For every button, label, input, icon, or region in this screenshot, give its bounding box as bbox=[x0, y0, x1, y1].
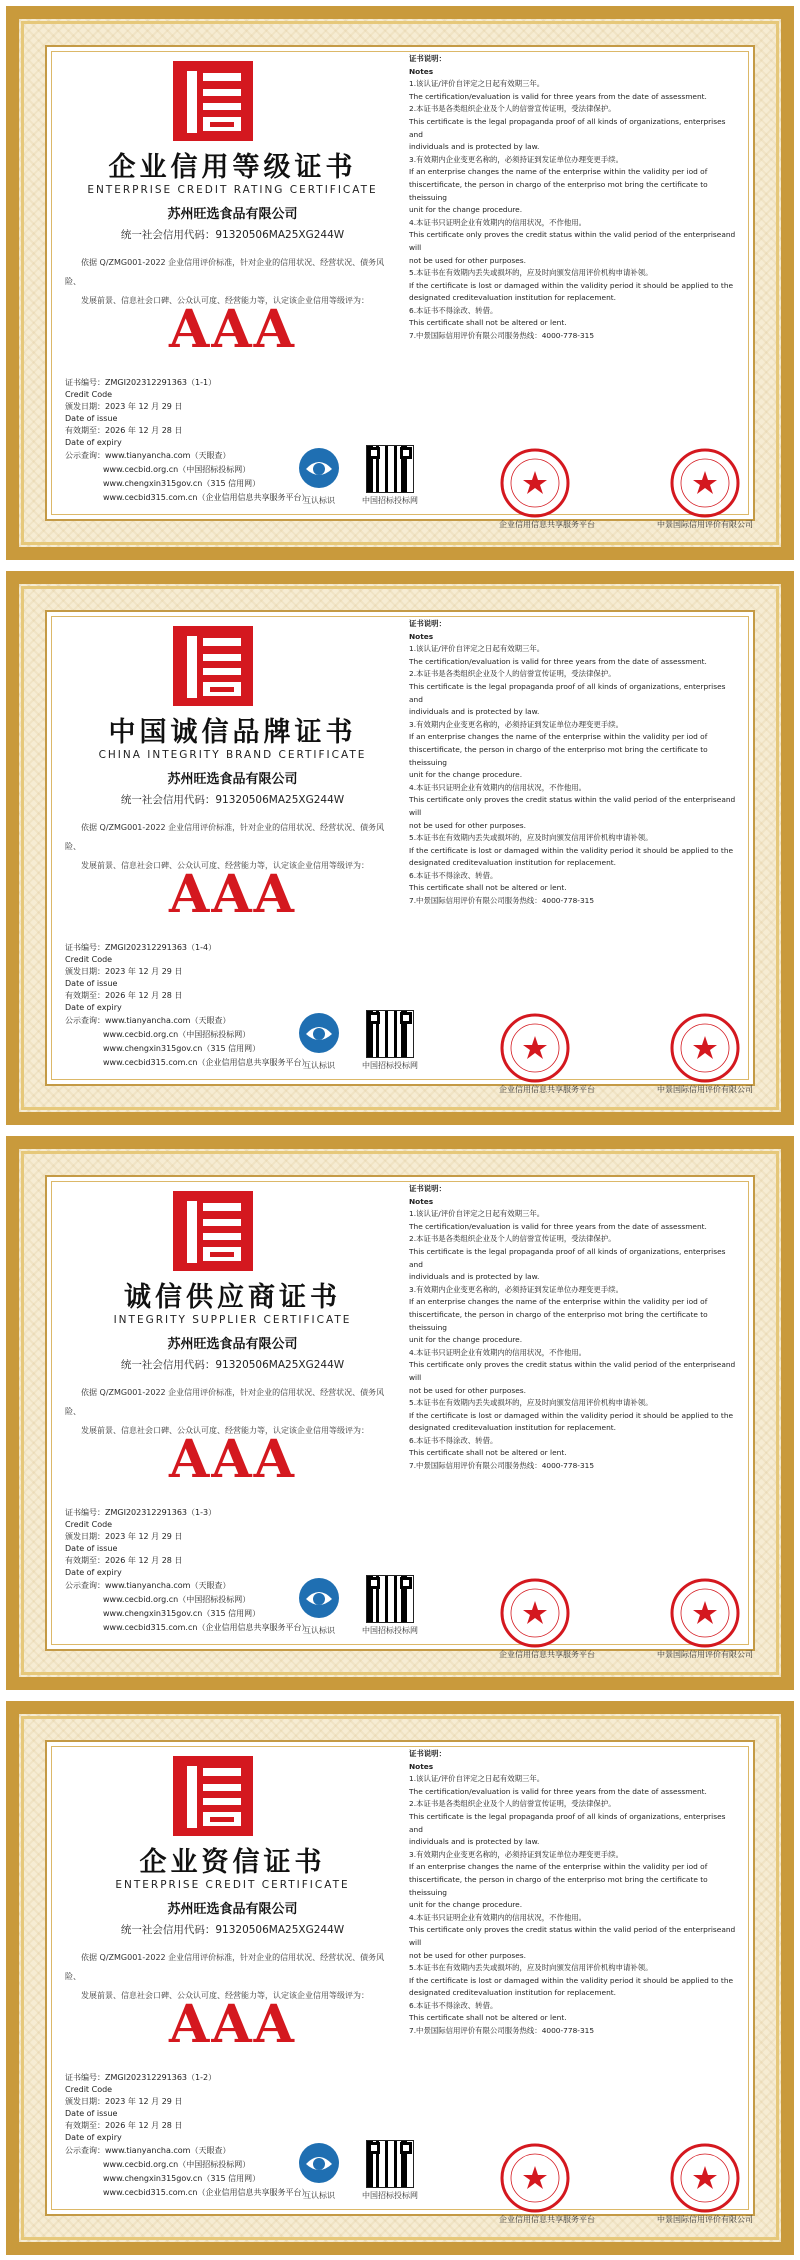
official-seal-icon bbox=[669, 1012, 741, 1084]
note-line: designated creditevaluation institution for replacement. bbox=[409, 1988, 617, 1998]
notes-heading-en: Notes bbox=[409, 1761, 434, 1771]
notes-heading-en: Notes bbox=[409, 1196, 434, 1206]
note-line: 2.本证书是各类组织企业及个人的信誉宣传证明，受法律保护。 bbox=[409, 1799, 616, 1809]
official-seal-icon bbox=[499, 1577, 571, 1649]
qr-code-block bbox=[355, 445, 425, 506]
company-name: 苏州旺选食品有限公司 bbox=[167, 772, 298, 787]
note-line: This certificate shall not be altered or lent. bbox=[409, 2013, 567, 2023]
qr-label: 中国招标投标网 bbox=[362, 496, 418, 505]
query-link[interactable]: www.chengxin315gov.cn（315 信用网） bbox=[103, 1044, 261, 1053]
certificate-meta bbox=[65, 377, 310, 505]
note-line: 5.本证书在有效期内丢失或损坏的，应及时向颁发信用评价机构申请补领。 bbox=[409, 1398, 653, 1408]
note-line: If an enterprise changes the name of the enterprise within the validity per iod of bbox=[409, 732, 708, 742]
qr-code-block bbox=[355, 2140, 425, 2201]
note-line: If an enterprise changes the name of the enterprise within the validity per iod of bbox=[409, 167, 708, 177]
query-link[interactable]: www.chengxin315gov.cn（315 信用网） bbox=[103, 479, 261, 488]
credit-grade: AAA bbox=[168, 864, 297, 925]
query-link[interactable]: www.cecbid.org.cn（中国招标投标网） bbox=[103, 1030, 251, 1039]
qr-code-block bbox=[355, 1575, 425, 1636]
query-link[interactable]: www.chengxin315gov.cn（315 信用网） bbox=[103, 1609, 261, 1618]
certificate-body bbox=[45, 45, 755, 529]
query-link[interactable]: www.chengxin315gov.cn（315 信用网） bbox=[103, 2174, 261, 2183]
issue-date: 颁发日期：2023 年 12 月 29 日 bbox=[65, 402, 183, 411]
official-seal-icon bbox=[499, 2142, 571, 2214]
expiry-date: 有效期至：2026 年 12 月 28 日 bbox=[65, 2121, 183, 2130]
credit-grade: AAA bbox=[168, 1429, 297, 1490]
credit-logo-icon bbox=[173, 626, 253, 706]
seal-left-label: 企业信用信息共享服务平台 bbox=[499, 1085, 595, 1094]
certificate-subtitle: ENTERPRISE CREDIT RATING CERTIFICATE bbox=[87, 184, 378, 196]
issue-date-en: Date of issue bbox=[65, 979, 118, 988]
query-link[interactable]: www.cecbid.org.cn（中国招标投标网） bbox=[103, 465, 251, 474]
notes-heading: 证书说明： bbox=[409, 619, 446, 628]
note-line: 4.本证书只证明企业有效期内的信用状况，不作他用。 bbox=[409, 1912, 587, 1922]
note-line: 3.有效期内企业变更名称的，必须持证到发证单位办理变更手续。 bbox=[409, 719, 623, 729]
tianyan-logo-icon bbox=[298, 1012, 340, 1054]
note-line: 6.本证书不得涂改、转借。 bbox=[409, 2000, 498, 2010]
notes-heading: 证书说明： bbox=[409, 54, 446, 63]
certificate-body bbox=[45, 610, 755, 1094]
query-link[interactable]: www.cecbid.org.cn（中国招标投标网） bbox=[103, 1595, 251, 1604]
note-line: unit for the change procedure. bbox=[409, 770, 523, 780]
note-line: If the certificate is lost or damaged within the validity period it should be applied to the bbox=[409, 280, 734, 290]
query-link[interactable]: www.cecbid.org.cn（中国招标投标网） bbox=[103, 2160, 251, 2169]
note-line: 7.中景国际信用评价有限公司服务热线：4000-778-315 bbox=[409, 896, 595, 906]
certificate-body bbox=[45, 1175, 755, 1659]
note-line: 6.本证书不得涂改、转借。 bbox=[409, 1435, 498, 1445]
expiry-date-en: Date of expiry bbox=[65, 1568, 122, 1577]
evaluation-line: 发展前景、信息社会口碑、公众认可度、经营能力等，认定该企业信用等级评为： bbox=[81, 1426, 369, 1435]
credit-logo-icon bbox=[173, 1191, 253, 1271]
official-seal-icon bbox=[669, 1577, 741, 1649]
query-link[interactable]: 公示查询：www.tianyancha.com（天眼查） bbox=[65, 1016, 231, 1025]
cert-number: 证书编号：ZMGI202312291363（1-2） bbox=[65, 2073, 217, 2082]
note-line: 5.本证书在有效期内丢失或损坏的，应及时向颁发信用评价机构申请补领。 bbox=[409, 1963, 653, 1973]
note-line: 3.有效期内企业变更名称的，必须持证到发证单位办理变更手续。 bbox=[409, 1849, 623, 1859]
note-line: This certificate only proves the credit status within the valid period of the enterpriseand will bbox=[409, 1925, 736, 1947]
certificate-subtitle: INTEGRITY SUPPLIER CERTIFICATE bbox=[113, 1314, 352, 1326]
query-link[interactable]: www.cecbid315.com.cn（企业信用信息共享服务平台） bbox=[103, 2188, 310, 2197]
note-line: 6.本证书不得涂改、转借。 bbox=[409, 305, 498, 315]
qr-label: 中国招标投标网 bbox=[362, 1061, 418, 1070]
note-line: If an enterprise changes the name of the enterprise within the validity per iod of bbox=[409, 1862, 708, 1872]
note-line: This certificate only proves the credit status within the valid period of the enterpriseand will bbox=[409, 1360, 736, 1382]
certificate-meta bbox=[65, 942, 310, 1070]
note-line: This certificate is the legal propaganda proof of all kinds of organizations, enterprises and bbox=[409, 1246, 726, 1269]
note-line: unit for the change procedure. bbox=[409, 1335, 523, 1345]
company-name: 苏州旺选食品有限公司 bbox=[167, 1337, 298, 1352]
note-line: This certificate shall not be altered or lent. bbox=[409, 883, 567, 893]
note-line: This certificate shall not be altered or lent. bbox=[409, 318, 567, 328]
query-link[interactable]: www.cecbid315.com.cn（企业信用信息共享服务平台） bbox=[103, 493, 310, 502]
note-line: 2.本证书是各类组织企业及个人的信誉宣传证明，受法律保护。 bbox=[409, 669, 616, 679]
unified-code: 统一社会信用代码：91320506MA25XG244W bbox=[120, 1924, 345, 1936]
expiry-date-en: Date of expiry bbox=[65, 1003, 122, 1012]
certificate-left-panel bbox=[65, 612, 418, 1084]
cert-code-en: Credit Code bbox=[65, 955, 113, 964]
certificate bbox=[6, 6, 794, 560]
credit-logo-icon bbox=[173, 61, 253, 141]
official-seal-icon bbox=[669, 447, 741, 519]
tianyan-logo-icon bbox=[298, 447, 340, 489]
official-seal-icon bbox=[669, 2142, 741, 2214]
notes-heading-en: Notes bbox=[409, 631, 434, 641]
note-line: not be used for other purposes. bbox=[409, 255, 526, 265]
issue-date-en: Date of issue bbox=[65, 1544, 118, 1553]
certificate-left-panel bbox=[65, 1742, 418, 2214]
qr-label: 中国招标投标网 bbox=[362, 1626, 418, 1635]
unified-code: 统一社会信用代码：91320506MA25XG244W bbox=[120, 229, 345, 241]
cert-code-en: Credit Code bbox=[65, 2085, 113, 2094]
note-line: designated creditevaluation institution for replacement. bbox=[409, 293, 617, 303]
note-line: 5.本证书在有效期内丢失或损坏的，应及时向颁发信用评价机构申请补领。 bbox=[409, 268, 653, 278]
note-line: 7.中景国际信用评价有限公司服务热线：4000-778-315 bbox=[409, 1461, 595, 1471]
evaluation-line: 依据 Q/ZMG001-2022 企业信用评价标准，针对企业的信用状况、经营状况、债务风险、 bbox=[65, 258, 385, 286]
note-line: This certificate shall not be altered or lent. bbox=[409, 1448, 567, 1458]
notes-heading: 证书说明： bbox=[409, 1184, 446, 1193]
note-line: This certificate is the legal propaganda proof of all kinds of organizations, enterprises and bbox=[409, 116, 726, 139]
note-line: unit for the change procedure. bbox=[409, 1900, 523, 1910]
qr-code-icon[interactable] bbox=[366, 445, 414, 493]
official-seal-icon bbox=[499, 1012, 571, 1084]
note-line: The certification/evaluation is valid for three years from the date of assessment. bbox=[409, 656, 707, 666]
notes-panel bbox=[409, 53, 737, 343]
evaluation-line: 发展前景、信息社会口碑、公众认可度、经营能力等，认定该企业信用等级评为： bbox=[81, 1991, 369, 2000]
note-line: 2.本证书是各类组织企业及个人的信誉宣传证明，受法律保护。 bbox=[409, 1234, 616, 1244]
notes-panel bbox=[409, 618, 737, 908]
certificate-left-panel bbox=[65, 47, 418, 519]
note-line: 5.本证书在有效期内丢失或损坏的，应及时向颁发信用评价机构申请补领。 bbox=[409, 833, 653, 843]
issue-date-en: Date of issue bbox=[65, 414, 118, 423]
query-link[interactable]: 公示查询：www.tianyancha.com（天眼查） bbox=[65, 1581, 231, 1590]
note-line: thiscertificate, the person in chargo of the enterpriso mot bring the certificate to theissuing bbox=[409, 744, 708, 767]
expiry-date-en: Date of expiry bbox=[65, 438, 122, 447]
tianyan-badge bbox=[291, 1012, 347, 1071]
note-line: 4.本证书只证明企业有效期内的信用状况，不作他用。 bbox=[409, 217, 587, 227]
note-line: 3.有效期内企业变更名称的，必须持证到发证单位办理变更手续。 bbox=[409, 1284, 623, 1294]
unified-code: 统一社会信用代码：91320506MA25XG244W bbox=[120, 1359, 345, 1371]
cert-number: 证书编号：ZMGI202312291363（1-3） bbox=[65, 1508, 217, 1517]
issue-date-en: Date of issue bbox=[65, 2109, 118, 2118]
seal-left-label: 企业信用信息共享服务平台 bbox=[499, 2215, 595, 2224]
query-link[interactable]: www.cecbid315.com.cn（企业信用信息共享服务平台） bbox=[103, 1058, 310, 1067]
note-line: If an enterprise changes the name of the enterprise within the validity per iod of bbox=[409, 1297, 708, 1307]
certificate-meta bbox=[65, 2072, 310, 2200]
note-line: designated creditevaluation institution for replacement. bbox=[409, 1423, 617, 1433]
note-line: 7.中景国际信用评价有限公司服务热线：4000-778-315 bbox=[409, 331, 595, 341]
note-line: individuals and is protected by law. bbox=[409, 1272, 540, 1282]
note-line: thiscertificate, the person in chargo of the enterpriso mot bring the certificate to theissuing bbox=[409, 1874, 708, 1897]
note-line: not be used for other purposes. bbox=[409, 820, 526, 830]
tianyan-label: 互认标识 bbox=[303, 2191, 335, 2200]
notes-panel bbox=[409, 1183, 737, 1473]
note-line: The certification/evaluation is valid for three years from the date of assessment. bbox=[409, 1221, 707, 1231]
certificate-meta bbox=[65, 1507, 310, 1635]
credit-logo-icon bbox=[173, 1756, 253, 1836]
qr-label: 中国招标投标网 bbox=[362, 2191, 418, 2200]
query-sites bbox=[65, 2144, 310, 2200]
note-line: If the certificate is lost or damaged within the validity period it should be applied to the bbox=[409, 845, 734, 855]
certificate-body bbox=[45, 1740, 755, 2224]
note-line: 1.该认证/评价自评定之日起有效期三年。 bbox=[409, 644, 545, 654]
company-name: 苏州旺选食品有限公司 bbox=[167, 207, 298, 222]
seal-right-label: 中景国际信用评价有限公司 bbox=[657, 520, 753, 529]
cert-code-en: Credit Code bbox=[65, 390, 113, 399]
tianyan-badge bbox=[291, 1577, 347, 1636]
expiry-date: 有效期至：2026 年 12 月 28 日 bbox=[65, 1556, 183, 1565]
certificate-title: 诚信供应商证书 bbox=[124, 1282, 341, 1313]
tianyan-logo-icon bbox=[298, 2142, 340, 2184]
expiry-date-en: Date of expiry bbox=[65, 2133, 122, 2142]
note-line: unit for the change procedure. bbox=[409, 205, 523, 215]
expiry-date: 有效期至：2026 年 12 月 28 日 bbox=[65, 426, 183, 435]
certificate-left-panel bbox=[65, 1177, 418, 1649]
note-line: This certificate only proves the credit status within the valid period of the enterpriseand will bbox=[409, 795, 736, 817]
query-sites bbox=[65, 1014, 310, 1070]
query-link[interactable]: www.cecbid315.com.cn（企业信用信息共享服务平台） bbox=[103, 1623, 310, 1632]
evaluation-line: 依据 Q/ZMG001-2022 企业信用评价标准，针对企业的信用状况、经营状况、债务风险、 bbox=[65, 1953, 385, 1981]
cert-code-en: Credit Code bbox=[65, 1520, 113, 1529]
note-line: not be used for other purposes. bbox=[409, 1385, 526, 1395]
note-line: individuals and is protected by law. bbox=[409, 142, 540, 152]
credit-grade: AAA bbox=[168, 1994, 297, 2055]
notes-heading: 证书说明： bbox=[409, 1749, 446, 1758]
tianyan-badge bbox=[291, 2142, 347, 2201]
query-link[interactable]: 公示查询：www.tianyancha.com（天眼查） bbox=[65, 2146, 231, 2155]
issue-date: 颁发日期：2023 年 12 月 29 日 bbox=[65, 2097, 183, 2106]
cert-number: 证书编号：ZMGI202312291363（1-4） bbox=[65, 943, 217, 952]
evaluation-line: 依据 Q/ZMG001-2022 企业信用评价标准，针对企业的信用状况、经营状况、债务风险、 bbox=[65, 1388, 385, 1416]
evaluation-line: 发展前景、信息社会口碑、公众认可度、经营能力等，认定该企业信用等级评为： bbox=[81, 296, 369, 305]
note-line: 7.中景国际信用评价有限公司服务热线：4000-778-315 bbox=[409, 2026, 595, 2036]
certificate bbox=[6, 1136, 794, 1690]
cert-number: 证书编号：ZMGI202312291363（1-1） bbox=[65, 378, 217, 387]
tianyan-label: 互认标识 bbox=[303, 1061, 335, 1070]
seal-right-label: 中景国际信用评价有限公司 bbox=[657, 1650, 753, 1659]
note-line: 6.本证书不得涂改、转借。 bbox=[409, 870, 498, 880]
note-line: 1.该认证/评价自评定之日起有效期三年。 bbox=[409, 1209, 545, 1219]
note-line: thiscertificate, the person in chargo of the enterpriso mot bring the certificate to theissuing bbox=[409, 179, 708, 202]
note-line: designated creditevaluation institution for replacement. bbox=[409, 858, 617, 868]
note-line: not be used for other purposes. bbox=[409, 1950, 526, 1960]
tianyan-logo-icon bbox=[298, 1577, 340, 1619]
qr-code-block bbox=[355, 1010, 425, 1071]
certificate bbox=[6, 1701, 794, 2255]
seal-right-label: 中景国际信用评价有限公司 bbox=[657, 1085, 753, 1094]
note-line: individuals and is protected by law. bbox=[409, 707, 540, 717]
certificate-title: 中国诚信品牌证书 bbox=[108, 717, 357, 748]
notes-panel bbox=[409, 1748, 737, 2038]
note-line: 2.本证书是各类组织企业及个人的信誉宣传证明，受法律保护。 bbox=[409, 104, 616, 114]
tianyan-label: 互认标识 bbox=[303, 1626, 335, 1635]
seal-left-label: 企业信用信息共享服务平台 bbox=[499, 1650, 595, 1659]
note-line: thiscertificate, the person in chargo of the enterpriso mot bring the certificate to theissuing bbox=[409, 1309, 708, 1332]
query-sites bbox=[65, 1579, 310, 1635]
query-link[interactable]: 公示查询：www.tianyancha.com（天眼查） bbox=[65, 451, 231, 460]
evaluation-line: 依据 Q/ZMG001-2022 企业信用评价标准，针对企业的信用状况、经营状况、债务风险、 bbox=[65, 823, 385, 851]
query-sites bbox=[65, 449, 310, 505]
expiry-date: 有效期至：2026 年 12 月 28 日 bbox=[65, 991, 183, 1000]
company-name: 苏州旺选食品有限公司 bbox=[167, 1902, 298, 1917]
issue-date: 颁发日期：2023 年 12 月 29 日 bbox=[65, 967, 183, 976]
notes-heading-en: Notes bbox=[409, 66, 434, 76]
note-line: 4.本证书只证明企业有效期内的信用状况，不作他用。 bbox=[409, 782, 587, 792]
qr-code-icon[interactable] bbox=[366, 1575, 414, 1623]
tianyan-badge bbox=[291, 447, 347, 506]
credit-grade: AAA bbox=[168, 299, 297, 360]
certificate-subtitle: CHINA INTEGRITY BRAND CERTIFICATE bbox=[98, 749, 367, 761]
note-line: 1.该认证/评价自评定之日起有效期三年。 bbox=[409, 1774, 545, 1784]
note-line: If the certificate is lost or damaged within the validity period it should be applied to the bbox=[409, 1975, 734, 1985]
note-line: If the certificate is lost or damaged within the validity period it should be applied to the bbox=[409, 1410, 734, 1420]
tianyan-label: 互认标识 bbox=[303, 496, 335, 505]
note-line: This certificate only proves the credit status within the valid period of the enterpriseand will bbox=[409, 230, 736, 252]
certificate-subtitle: ENTERPRISE CREDIT CERTIFICATE bbox=[115, 1879, 350, 1891]
seal-right-label: 中景国际信用评价有限公司 bbox=[657, 2215, 753, 2224]
issue-date: 颁发日期：2023 年 12 月 29 日 bbox=[65, 1532, 183, 1541]
note-line: The certification/evaluation is valid for three years from the date of assessment. bbox=[409, 1786, 707, 1796]
certificate bbox=[6, 571, 794, 1125]
certificate-title: 企业资信证书 bbox=[139, 1847, 326, 1878]
note-line: 1.该认证/评价自评定之日起有效期三年。 bbox=[409, 79, 545, 89]
note-line: 3.有效期内企业变更名称的，必须持证到发证单位办理变更手续。 bbox=[409, 154, 623, 164]
note-line: This certificate is the legal propaganda proof of all kinds of organizations, enterprises and bbox=[409, 681, 726, 704]
note-line: individuals and is protected by law. bbox=[409, 1837, 540, 1847]
seal-left-label: 企业信用信息共享服务平台 bbox=[499, 520, 595, 529]
note-line: The certification/evaluation is valid for three years from the date of assessment. bbox=[409, 91, 707, 101]
note-line: 4.本证书只证明企业有效期内的信用状况，不作他用。 bbox=[409, 1347, 587, 1357]
evaluation-line: 发展前景、信息社会口碑、公众认可度、经营能力等，认定该企业信用等级评为： bbox=[81, 861, 369, 870]
note-line: This certificate is the legal propaganda proof of all kinds of organizations, enterprises and bbox=[409, 1811, 726, 1834]
qr-code-icon[interactable] bbox=[366, 1010, 414, 1058]
official-seal-icon bbox=[499, 447, 571, 519]
unified-code: 统一社会信用代码：91320506MA25XG244W bbox=[120, 794, 345, 806]
certificate-title: 企业信用等级证书 bbox=[108, 152, 357, 183]
qr-code-icon[interactable] bbox=[366, 2140, 414, 2188]
